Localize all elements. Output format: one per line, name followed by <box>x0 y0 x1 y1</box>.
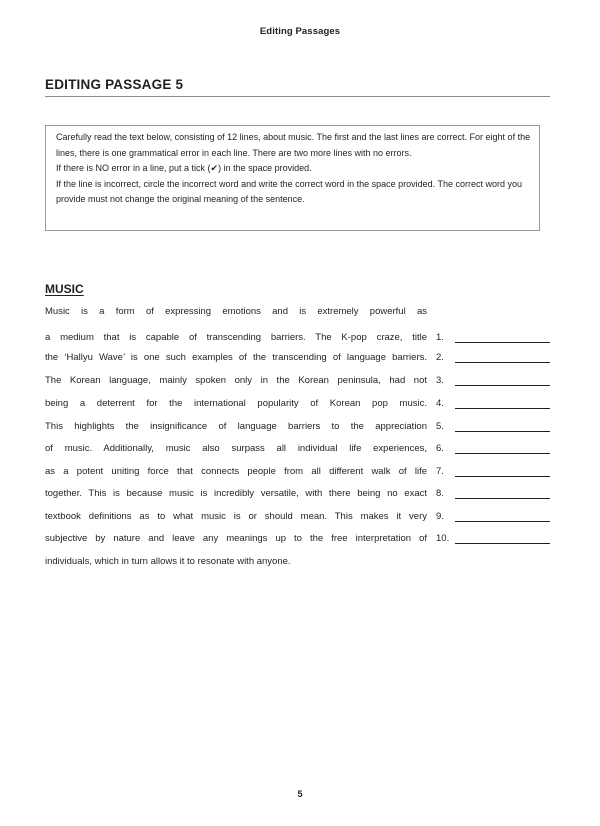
line-number: 9. <box>436 511 444 522</box>
passage-line: as a potent uniting force that connects people from all different walk of life <box>45 466 427 477</box>
answer-blank[interactable] <box>455 498 550 499</box>
passage-line: a medium that is capable of transcending barriers. The K-pop craze, title <box>45 332 427 343</box>
line-number: 6. <box>436 443 444 454</box>
line-number: 7. <box>436 466 444 477</box>
passage-title: MUSIC <box>45 282 84 296</box>
instructions-paragraph: Carefully read the text below, consisting of 12 lines, about music. The first and the last lines are correct. For eight of the lines, there is one grammatical error in each line. There are two more lines with no errors. <box>56 132 531 158</box>
passage-line: being a deterrent for the international popularity of Korean pop music. <box>45 398 427 409</box>
answer-blank[interactable] <box>455 408 550 409</box>
running-header: Editing Passages <box>259 26 341 37</box>
passage-line: textbook definitions as to what music is or should mean. This makes it very <box>45 511 427 522</box>
line-number: 5. <box>436 421 444 432</box>
passage-line: This highlights the insignificance of language barriers to the appreciation <box>45 421 427 432</box>
answer-blank[interactable] <box>455 385 550 386</box>
line-number: 3. <box>436 375 444 386</box>
line-number: 4. <box>436 398 444 409</box>
passage-line: individuals, which in turn allows it to resonate with anyone. <box>45 556 291 567</box>
line-number: 8. <box>436 488 444 499</box>
instructions-paragraph: If there is NO error in a line, put a tick (✔) in the space provided. <box>56 163 312 173</box>
passage-line: of music. Additionally, music also surpass all individual life experiences, <box>45 443 427 454</box>
answer-blank[interactable] <box>455 362 550 363</box>
line-number: 10. <box>436 533 450 544</box>
answer-blank[interactable] <box>455 543 550 544</box>
page-number: 5 <box>297 789 303 799</box>
instructions-paragraph: If the line is incorrect, circle the incorrect word and write the correct word in the space provided. The correct word you provide must not change the original meaning of the sentence. <box>56 178 523 204</box>
line-number: 2. <box>436 352 444 363</box>
instructions-box <box>45 125 540 231</box>
passage-line: subjective by nature and leave any meanings up to the free interpretation of <box>45 533 427 544</box>
answer-blank[interactable] <box>455 453 550 454</box>
answer-blank[interactable] <box>455 521 550 522</box>
passage-line: The Korean language, mainly spoken only in the Korean peninsula, had not <box>45 375 427 386</box>
answer-blank[interactable] <box>455 342 550 343</box>
line-number: 1. <box>436 332 444 343</box>
answer-blank[interactable] <box>455 431 550 432</box>
passage-line: Music is a form of expressing emotions and is extremely powerful as <box>45 306 427 317</box>
answer-blank[interactable] <box>455 476 550 477</box>
passage-line: the ‘Hallyu Wave’ is one such examples of the transcending of language barriers. <box>45 352 427 363</box>
section-title: EDITING PASSAGE 5 <box>45 77 184 92</box>
passage-line: together. This is because music is incredibly versatile, with there being no exact <box>45 488 427 499</box>
title-divider <box>45 96 550 97</box>
